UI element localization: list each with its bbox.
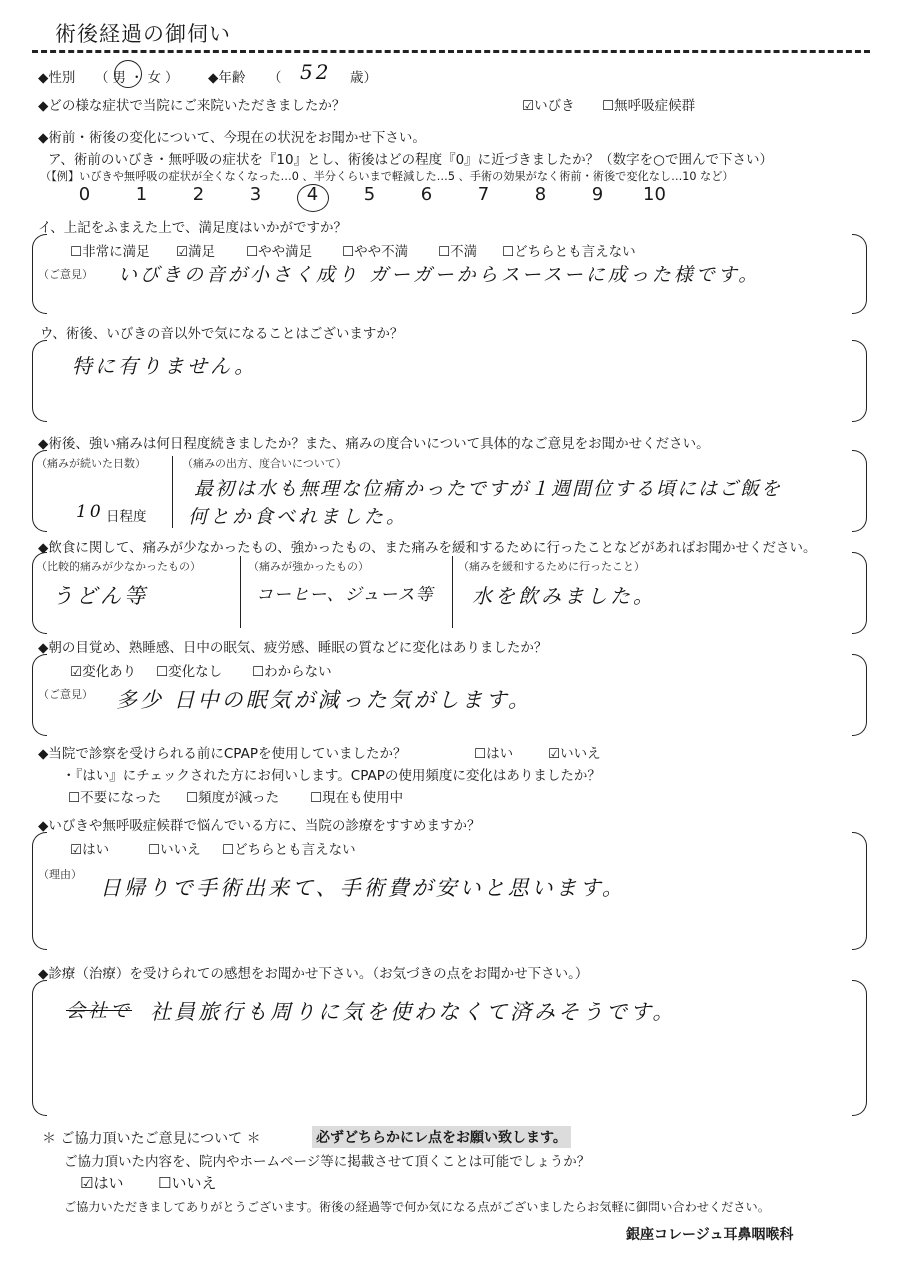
- scale-8[interactable]: 8: [534, 184, 547, 205]
- clinic-name: 銀座コレージュ耳鼻咽喉科: [626, 1227, 794, 1243]
- satisfaction-question: イ、上記をふまえた上で、満足度はいかがですか？: [38, 220, 348, 236]
- cpap-option-unneeded[interactable]: ☐不要になった: [68, 790, 162, 806]
- recommend-neutral[interactable]: ☐どちらとも言えない: [222, 842, 356, 858]
- sleep-question: ◆朝の目覚め、熟睡感、日中の眠気、疲労感、睡眠の質などに変化はありましたか？: [38, 640, 548, 656]
- change-heading: ◆術前・術後の変化について、今現在の状況をお聞かせ下さい。: [38, 130, 426, 146]
- symptom-option-apnea[interactable]: ☐無呼吸症候群: [602, 98, 696, 114]
- selected-scale-circle: [297, 184, 329, 212]
- gender-circle-mark: [114, 60, 142, 88]
- impression-bracket-right: [852, 980, 867, 1116]
- satisfaction-opinion[interactable]: いびきの音が小さく成り ガーガーからスースーに成った様です。: [118, 264, 761, 286]
- food-divider-1: [240, 556, 241, 628]
- sleep-option-unchanged[interactable]: ☐変化なし: [156, 664, 223, 680]
- concern-bracket-left: [32, 340, 47, 422]
- food-relief-label: （痛みを緩和するために行ったこと）: [458, 560, 645, 573]
- cpap-followup: ・『はい』にチェックされた方にお伺いします。CPAPの使用頻度に変化はありましたか？: [62, 768, 601, 784]
- change-question-a: ア、術前のいびき・無呼吸の症状を『10』とし、術後はどの程度『0』に近づきましたか？（数字を○で囲んで下さい）: [48, 152, 773, 168]
- satisfaction-somewhat[interactable]: ☐やや満足: [246, 244, 313, 260]
- impression-bracket-left: [32, 980, 47, 1116]
- scale-0[interactable]: 0: [78, 184, 91, 205]
- scale-10[interactable]: 10: [643, 184, 666, 205]
- food-question: ◆飲食に関して、痛みが少なかったもの、強かったもの、また痛みを緩和するために行ったことなどがあればお聞かせください。: [38, 540, 817, 556]
- impression-answer[interactable]: 社員旅行も周りに気を使わなくて済みそうです。: [150, 1000, 677, 1024]
- pain-question: ◆術後、強い痛みは何日程度続きましたか？また、痛みの度合いについて具体的なご意見をお聞かせください。: [38, 436, 710, 452]
- footer-note: ＊ ご協力頂いたご意見について ＊: [42, 1131, 261, 1147]
- scale-3[interactable]: 3: [249, 184, 262, 205]
- food-bracket-right: [852, 552, 867, 634]
- food-strong-value[interactable]: コーヒー、ジュース等: [256, 585, 434, 605]
- recommend-question: ◆いびきや無呼吸症候群で悩んでいる方に、当院の診療をすすめますか？: [38, 818, 481, 834]
- sleep-bracket-right: [852, 654, 867, 736]
- satisfaction-dissatisfied[interactable]: ☐不満: [438, 244, 478, 260]
- recommend-bracket-left: [32, 832, 47, 950]
- cpap-option-still[interactable]: ☐現在も使用中: [310, 790, 404, 806]
- change-example: （【例】いびきや無呼吸の症状が全くなくなった…0 、半分くらいまで軽減した…5 、手術の効果がなく術前・術後で変化なし…10 など）: [40, 170, 734, 183]
- satisfaction-satisfied[interactable]: ☑満足: [176, 244, 216, 260]
- satisfaction-opinion-label: （ご意見）: [38, 268, 93, 281]
- pain-degree-line1[interactable]: 最初は水も無理な位痛かったですが１週間位する頃にはご飯を: [194, 478, 783, 500]
- sleep-option-changed[interactable]: ☑変化あり: [70, 664, 137, 680]
- recommend-reason[interactable]: 日帰りで手術出来て、手術費が安いと思います。: [100, 876, 626, 900]
- food-less-value[interactable]: うどん等: [52, 584, 148, 608]
- concern-bracket-right: [852, 340, 867, 422]
- cpap-question: ◆当院で診察を受けられる前にCPAPを使用していましたか？: [38, 746, 407, 762]
- sleep-option-unknown[interactable]: ☐わからない: [252, 664, 332, 680]
- satisfaction-somewhat-dis[interactable]: ☐やや不満: [342, 244, 409, 260]
- food-relief-value[interactable]: 水を飲みました。: [472, 584, 656, 608]
- recommend-reason-label: （理由）: [38, 868, 82, 881]
- satisfaction-neutral[interactable]: ☐どちらとも言えない: [502, 244, 636, 260]
- pain-days-value[interactable]: 10: [76, 502, 104, 522]
- title-divider: [32, 50, 870, 53]
- cpap-option-reduced[interactable]: ☐頻度が減った: [186, 790, 280, 806]
- pain-divider: [172, 456, 173, 528]
- satisfaction-very[interactable]: ☐非常に満足: [70, 244, 150, 260]
- cpap-yes[interactable]: ☐はい: [474, 746, 514, 762]
- symptom-option-snoring[interactable]: ☑いびき: [522, 98, 575, 114]
- food-strong-label: （痛みが強かったもの）: [248, 560, 369, 573]
- scale-7[interactable]: 7: [477, 184, 490, 205]
- footer-yes[interactable]: ☑はい: [80, 1174, 124, 1192]
- pain-degree-line2[interactable]: 何とか食べれました。: [188, 506, 409, 528]
- symptom-question: ◆どの様な症状で当院にご来院いただきましたか？: [38, 98, 346, 114]
- age-value[interactable]: 52: [300, 60, 332, 84]
- pain-bracket-right: [852, 450, 867, 532]
- footer-highlight-note: 必ずどちらかにレ点をお願い致します。: [312, 1126, 571, 1148]
- food-less-label: （比較的痛みが少なかったもの）: [36, 560, 201, 573]
- satisfaction-bracket-right: [852, 234, 867, 314]
- recommend-yes[interactable]: ☑はい: [70, 842, 110, 858]
- scale-4[interactable]: 4: [306, 184, 319, 205]
- pain-days-label: （痛みが続いた日数）: [36, 457, 146, 470]
- footer-thanks: ご協力いただきましてありがとうございます。術後の経過等で何か気になる点がございましたらお気軽に御問い合わせください。: [64, 1200, 770, 1214]
- age-label: ◆年齢: [208, 70, 246, 86]
- age-open-paren: （: [268, 70, 282, 86]
- impression-struck-text: 会社で: [66, 1000, 133, 1022]
- sleep-opinion[interactable]: 多少 日中の眠気が減った気がします。: [116, 688, 532, 712]
- sleep-opinion-label: （ご意見）: [38, 688, 93, 701]
- scale-5[interactable]: 5: [363, 184, 376, 205]
- scale-6[interactable]: 6: [420, 184, 433, 205]
- other-concern-question: ウ、術後、いびきの音以外で気になることはございますか？: [40, 326, 404, 342]
- footer-no[interactable]: ☐いいえ: [158, 1174, 217, 1192]
- improvement-scale: [56, 184, 683, 205]
- recommend-no[interactable]: ☐いいえ: [148, 842, 201, 858]
- scale-9[interactable]: 9: [591, 184, 604, 205]
- impression-question: ◆診療（治療）を受けられての感想をお聞かせ下さい。（お気づきの点をお聞かせ下さい。）: [38, 966, 589, 982]
- recommend-bracket-right: [852, 832, 867, 950]
- cpap-no[interactable]: ☑いいえ: [548, 746, 601, 762]
- food-divider-2: [452, 556, 453, 628]
- scale-2[interactable]: 2: [192, 184, 205, 205]
- page-title: 術後経過の御伺い: [55, 22, 231, 46]
- gender-label: ◆性別: [38, 70, 76, 86]
- pain-degree-label: （痛みの出方、度合いについて）: [182, 457, 347, 470]
- other-concern-answer[interactable]: 特に有りません。: [72, 354, 258, 378]
- footer-question: ご協力頂いた内容を、院内やホームページ等に掲載させて頂くことは可能でしょうか？: [64, 1154, 591, 1170]
- pain-days-unit: 日程度: [106, 509, 147, 525]
- age-unit: 歳）: [350, 70, 377, 86]
- scale-1[interactable]: 1: [135, 184, 148, 205]
- gender-options[interactable]: （男・女）: [95, 70, 183, 86]
